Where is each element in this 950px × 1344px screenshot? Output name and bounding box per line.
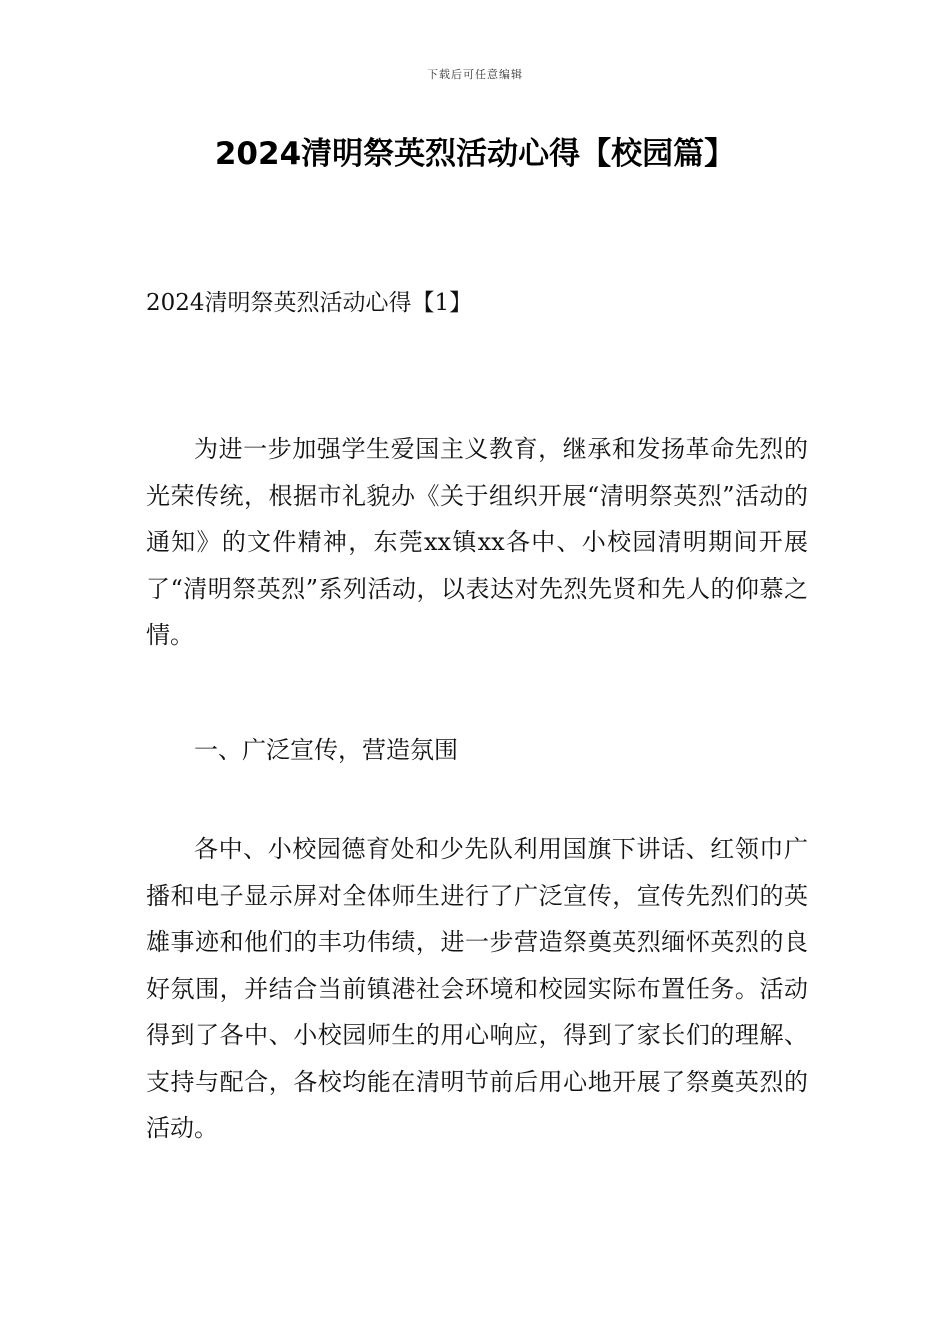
paragraph-intro: 为进一步加强学生爱国主义教育，继承和发扬革命先烈的光荣传统，根据市礼貌办《关于组织开展“清明祭英烈”活动的通知》的文件精神，东莞xx镇xx各中、小校园清明期间开展了“清明祭英烈”系列活动，以表达对先烈先贤和先人的仰慕之情。	[146, 435, 808, 649]
sub-heading-publicity: 一、广泛宣传，营造氛围	[194, 736, 458, 764]
paragraph-publicity: 各中、小校园德育处和少先队利用国旗下讲话、红领巾广播和电子显示屏对全体师生进行了广泛宣传，宣传先烈们的英雄事迹和他们的丰功伟绩，进一步营造祭奠英烈缅怀英烈的良好氛围，并结合当前镇港社会环境和校园实际布置任务。活动得到了各中、小校园师生的用心响应，得到了家长们的理解、支持与配合，各校均能在清明节前后用心地开展了祭奠英烈的活动。	[146, 835, 808, 1142]
section-heading: 2024清明祭英烈活动心得【1】	[146, 290, 473, 316]
header-note: 下载后可任意编辑	[427, 68, 523, 81]
document-title: 2024清明祭英烈活动心得【校园篇】	[214, 136, 736, 172]
